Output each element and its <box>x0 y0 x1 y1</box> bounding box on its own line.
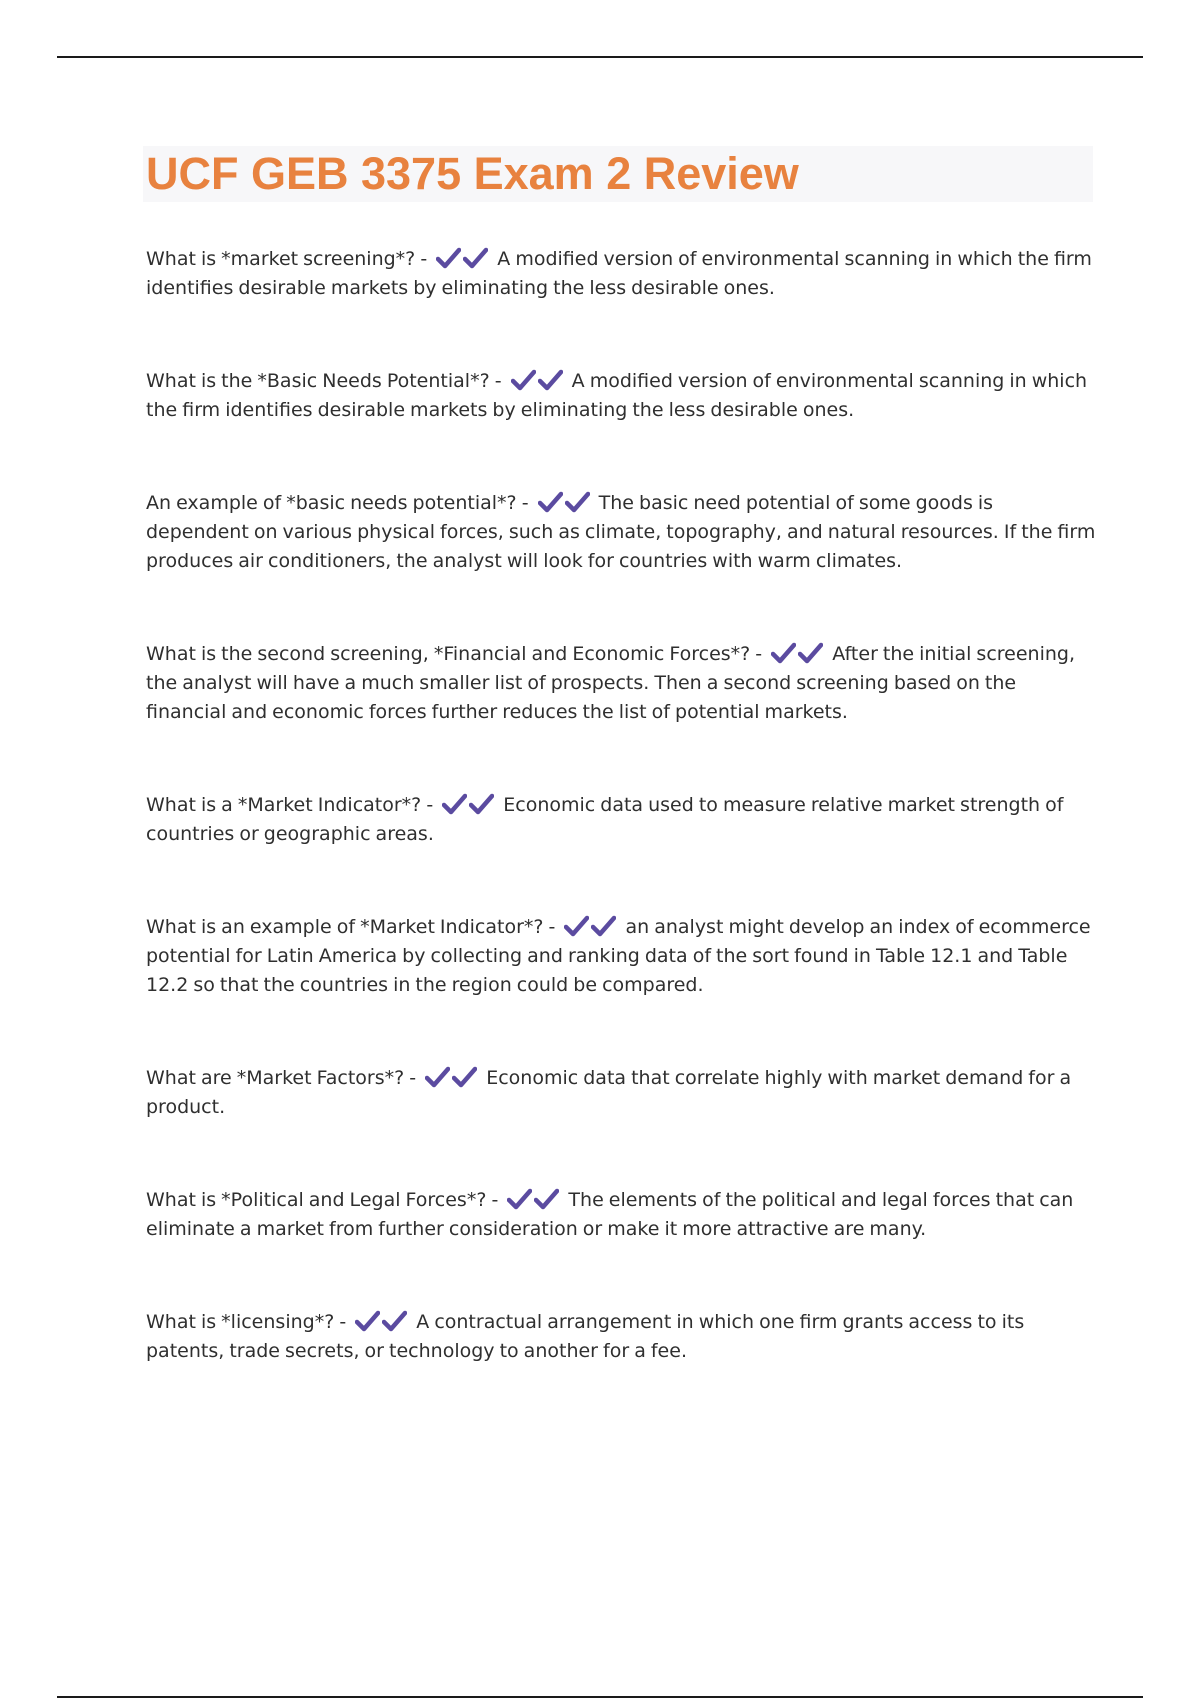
check-mark-icon <box>591 915 616 937</box>
answer-text: A contractual arrangement in which one firm grants access to its patents, trade secrets, or technology to another for a fee. <box>146 1311 1025 1362</box>
answer-text: The elements of the political and legal forces that can eliminate a market from further consideration or make it more attractive are many. <box>146 1189 1074 1240</box>
separator: - <box>548 916 556 938</box>
check-mark-icon <box>564 915 589 937</box>
qa-item <box>146 640 1096 727</box>
separator: - <box>409 1067 417 1089</box>
check-mark-icon <box>452 1066 477 1088</box>
qa-item <box>146 791 1096 849</box>
check-marks <box>435 248 494 270</box>
separator: - <box>491 1189 499 1211</box>
check-mark-icon <box>771 642 796 664</box>
qa-item <box>146 245 1096 303</box>
answer-text: A modified version of environmental scanning in which the firm identifies desirable markets by eliminating the less desirable ones. <box>146 248 1092 299</box>
answer-text: an analyst might develop an index of ecommerce potential for Latin America by collecting and ranking data of the sort found in Table 12.1 and Table 12.2 so that the countries in the region could be compared. <box>146 916 1091 996</box>
qa-item <box>146 367 1096 425</box>
separator: - <box>426 794 434 816</box>
answer-text: Economic data used to measure relative market strength of countries or geographic areas. <box>146 794 1064 845</box>
qa-item <box>146 913 1096 1000</box>
question-text: What is a *Market Indicator*? <box>146 794 422 816</box>
page-title: UCF GEB 3375 Exam 2 Review <box>146 148 799 199</box>
check-mark-icon <box>507 1188 532 1210</box>
check-mark-icon <box>425 1066 450 1088</box>
separator: - <box>494 370 502 392</box>
check-marks <box>441 794 500 816</box>
check-mark-icon <box>382 1310 407 1332</box>
check-mark-icon <box>565 491 590 513</box>
answer-text: A modified version of environmental scanning in which the firm identifies desirable markets by eliminating the less desirable ones. <box>146 370 1088 421</box>
check-mark-icon <box>469 793 494 815</box>
check-marks <box>506 1189 565 1211</box>
question-text: What is *market screening*? <box>146 248 416 270</box>
check-mark-icon <box>798 642 823 664</box>
separator: - <box>521 492 529 514</box>
question-text: What is *licensing*? <box>146 1311 335 1333</box>
check-mark-icon <box>436 247 461 269</box>
bottom-rule <box>57 1696 1143 1698</box>
answer-text: After the initial screening, the analyst will have a much smaller list of prospects. Then a second screening based on the financial and economic forces further reduces the list of potential markets. <box>146 643 1076 723</box>
qa-item <box>146 1308 1096 1366</box>
check-mark-icon <box>538 369 563 391</box>
check-mark-icon <box>442 793 467 815</box>
question-text: What is the second screening, *Financial and Economic Forces*? <box>146 643 751 665</box>
check-marks <box>354 1311 413 1333</box>
separator: - <box>339 1311 347 1333</box>
question-text: What is *Political and Legal Forces*? <box>146 1189 487 1211</box>
question-text: An example of *basic needs potential*? <box>146 492 517 514</box>
answer-text: Economic data that correlate highly with market demand for a product. <box>146 1067 1072 1118</box>
qa-item <box>146 1186 1096 1244</box>
answer-text: The basic need potential of some goods is dependent on various physical forces, such as climate, topography, and natural resources. If the firm produces air conditioners, the analyst will look for countries with warm climates. <box>146 492 1096 572</box>
check-mark-icon <box>511 369 536 391</box>
check-marks <box>537 492 596 514</box>
qa-list <box>146 245 1096 1430</box>
check-marks <box>770 643 829 665</box>
separator: - <box>420 248 428 270</box>
check-mark-icon <box>534 1188 559 1210</box>
separator: - <box>755 643 763 665</box>
question-text: What is an example of *Market Indicator*? <box>146 916 544 938</box>
check-mark-icon <box>355 1310 380 1332</box>
qa-item <box>146 489 1096 576</box>
check-marks <box>424 1067 483 1089</box>
qa-item <box>146 1064 1096 1122</box>
check-marks <box>563 916 622 938</box>
check-mark-icon <box>538 491 563 513</box>
check-marks <box>510 370 569 392</box>
question-text: What are *Market Factors*? <box>146 1067 405 1089</box>
top-rule <box>57 56 1143 58</box>
question-text: What is the *Basic Needs Potential*? <box>146 370 490 392</box>
check-mark-icon <box>463 247 488 269</box>
